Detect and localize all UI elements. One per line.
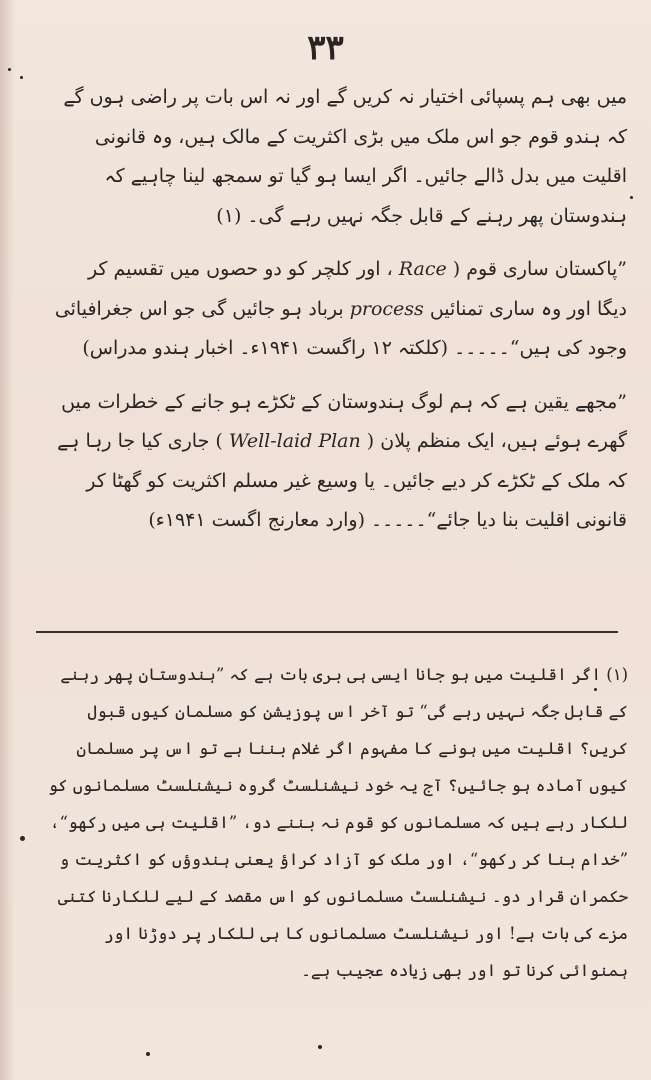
footnote-1: (۱) اگر اقلیت میں ہو جانا ایسی ہی بری بات ہے کہ ”ہندوستان پھر رہنے کے قابل جگہ نہیں رہے گی“ تو آخر اس پوزیشن کو مسلمان کیوں قبول کریں؟ اقلیت میں ہونے کا مفہوم اگر غلام بننا ہے تو اس پر مسلمان کیوں آمادہ ہو جائیں؟ آج یہ خود نیشنلسٹ گروہ نیشنلسٹ مسلمانوں کو للکار رہے ہیں کہ مسلمانوں کو قوم نہ بننے دو، ”اقلیت ہی میں رکھو“، ”خدام بنا کر رکھو“، اور ملک کو آزاد کراؤ یعنی ہندوؤں کو اکثریت و حکمران قرار دو۔ نیشنلسٹ مسلمانوں کو اس مقصد کے لیے للکارنا کتنی مزے کی بات ہے! اور نیشنلسٹ مسلمانوں کا ہی للکار پر دوڑنا اور ہمنوائی کرنا تو اور بھی زیادہ عجیب ہے۔ <box>48 665 628 980</box>
ink-speck <box>594 688 597 691</box>
footnote-divider <box>36 631 618 633</box>
p3-text-end: ) جاری کیا جا رہا ہے کہ ملک کے ٹکڑے کر دیے جائیں۔ یا وسیع غیر مسلم اکثریت کو گھٹا کر قانونی اقلیت بنا دیا جائے“۔۔۔۔۔ (وارد معارنج اگست ۱۹۴۱ء) <box>57 430 627 531</box>
ink-speck <box>8 68 11 71</box>
latin-phrase-well-laid-plan: Well-laid Plan <box>228 430 361 452</box>
p2-text-end: برباد ہو جائیں گی جو اس جغرافیائی وجود کی ہیں“۔۔۔۔۔ (کلکتہ ۱۲ راگست ۱۹۴۱ء۔ اخبار ہندو مدراس) <box>54 297 627 359</box>
ink-speck <box>20 76 23 79</box>
latin-word-process: process <box>349 297 424 320</box>
main-paragraph-1: میں بھی ہم پسپائی اختیار نہ کریں گے اور نہ اس بات پر راضی ہوں گے کہ ہندو قوم جو اس ملک میں بڑی اکثریت کے مالک ہیں، وہ قانونی اقلیت میں بدل ڈالے جائیں۔ اگر ایسا ہو گیا تو سمجھ لینا چاہیے کہ ہندوستان پھر رہنے کے قابل جگہ نہیں رہے گی۔ (۱) <box>63 86 627 227</box>
footnotes <box>48 656 628 989</box>
p2-text-middle: ، اور کلچر کو دو حصوں میں تقسیم کر دیگا اور وہ ساری تمنائیں <box>87 258 627 320</box>
p2-text-start: ”پاکستان ساری قوم ( <box>452 258 627 280</box>
main-paragraph-3 <box>52 383 627 541</box>
ink-speck <box>630 196 633 199</box>
latin-word-race: Race <box>398 258 447 280</box>
ink-speck <box>318 1045 322 1049</box>
main-paragraph-2 <box>52 250 627 369</box>
main-text <box>52 78 627 555</box>
page-number: ۳۳ <box>307 28 344 68</box>
ink-speck <box>20 836 25 841</box>
p3-text-start: ”مجھے یقین ہے کہ ہم لوگ ہندوستان کے ٹکڑے ہو جانے کے خطرات میں گھرے ہوئے ہیں، ایک منظم پلان ( <box>61 390 627 452</box>
ink-speck <box>146 1052 150 1056</box>
page-edge-shadow <box>0 0 14 1080</box>
